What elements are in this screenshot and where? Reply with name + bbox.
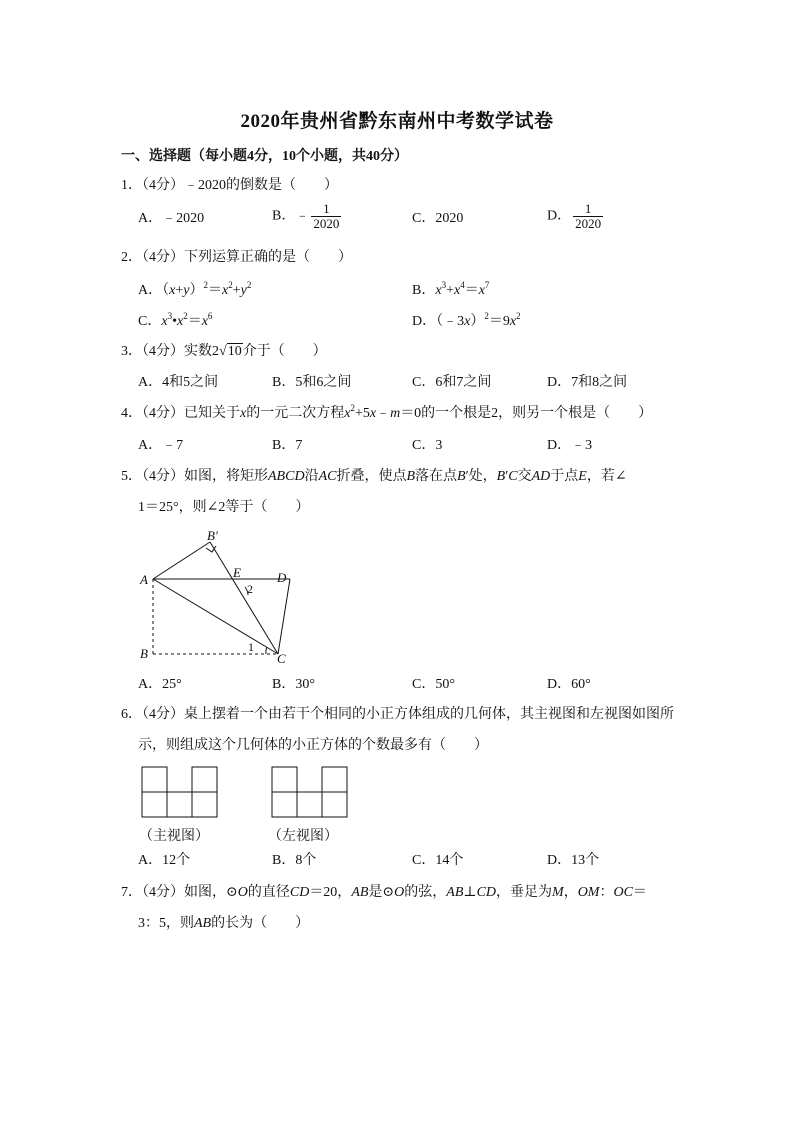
segment-ab-prime (153, 542, 210, 579)
q4-option-b: B．7 (272, 438, 303, 453)
sqrt-icon: √ (219, 344, 227, 359)
label-a: A (140, 572, 148, 587)
q5-figure (135, 525, 295, 665)
question-3-stem (121, 342, 327, 362)
front-view-cell (167, 792, 192, 817)
q5-option-c: C．50° (412, 677, 455, 692)
q3-option-b: B．5和6之间 (272, 375, 352, 390)
q4-option-d: D．﹣3 (547, 438, 593, 453)
label-d: D (277, 570, 287, 585)
front-view-cell (142, 767, 167, 792)
q6-option-b: B．8个 (272, 853, 317, 868)
right-angle-mark (206, 546, 216, 552)
q2-option-d: D．$(﹣3x)^2=9x^2$ (412, 311, 521, 329)
left-view-cell (322, 792, 347, 817)
question-7-stem-line2: 3：5，则AB的长为（ ） (138, 916, 310, 931)
q1-option-d (547, 202, 603, 231)
q4-option-a: A．﹣7 (138, 438, 184, 453)
front-view-cell (192, 767, 217, 792)
segment-b-prime-c (210, 542, 278, 654)
segment-ac (153, 579, 278, 654)
q6-option-a: A．12个 (138, 853, 191, 868)
question-5-stem-line2: 1＝25°，则∠2等于（ ） (138, 500, 310, 515)
q1-option-d-prefix: D． (547, 208, 572, 224)
left-view-cell (297, 792, 322, 817)
q1-option-b (272, 202, 341, 231)
left-view-cell (272, 792, 297, 817)
question-6-stem-line2: 示，则组成这个几何体的小正方体的个数最多有（ ） (138, 738, 488, 753)
q1-option-a: A．﹣2020 (138, 211, 205, 226)
page-title: 2020年贵州省黔东南州中考数学试卷 (240, 111, 554, 132)
label-b-prime: B′ (207, 528, 218, 543)
angle-1-arc (266, 647, 267, 654)
q1-option-b-prefix: B．﹣ (272, 208, 310, 224)
q3-option-c: C．6和7之间 (412, 375, 492, 390)
section-heading: 一、选择题（每小题4分，10个小题，共40分） (121, 149, 408, 164)
front-view-figure (141, 766, 221, 818)
left-view-figure (271, 766, 351, 818)
left-view-cell (322, 767, 347, 792)
q3-option-a: A．4和5之间 (138, 375, 219, 390)
q1-option-c: C．2020 (412, 211, 464, 226)
q5-option-a: A．25° (138, 677, 182, 692)
left-view-caption: （左视图） (268, 829, 338, 844)
q3-radicand: 10 (227, 344, 242, 359)
q1-option-d-fraction (573, 202, 603, 231)
q5-option-d: D．60° (547, 677, 591, 692)
q6-option-d: D．13个 (547, 853, 600, 868)
label-c: C (277, 651, 286, 665)
q5-option-b: B．30° (272, 677, 315, 692)
q3-stem-start: 3．（4分）实数2 (121, 344, 219, 359)
question-1-stem: 1．（4分）﹣2020的倒数是（ ） (121, 178, 338, 193)
q2-option-a: A．$(x+y)^2=x^2+y^2$ (138, 280, 252, 298)
label-angle-2: 2 (247, 582, 253, 596)
front-view-caption: （主视图） (139, 829, 209, 844)
q1-d-numerator: 1 (573, 202, 603, 217)
front-view-cell (142, 792, 167, 817)
q2-option-c: C．$x^3•x^2=x^6$ (138, 311, 213, 329)
q3-stem-end: 介于（ ） (242, 344, 327, 359)
label-b: B (140, 646, 148, 661)
segment-cd (278, 579, 290, 654)
q4-option-c: C．3 (412, 438, 443, 453)
q3-option-d: D．7和8之间 (547, 375, 628, 390)
q6-option-c: C．14个 (412, 853, 464, 868)
label-e: E (233, 565, 241, 580)
question-4-stem: 4．（4分）已知关于x的一元二次方程$x^2+5x﹣m=0$的一个根是2，则另一个根是（ ） (121, 403, 653, 421)
left-view-cell (272, 767, 297, 792)
question-5-stem-line1: 5．（4分）如图，将矩形ABCD沿AC折叠，使点B落在点B′处，B′C交AD于点E，若∠ (121, 469, 627, 484)
question-7-stem-line1: 7．（4分）如图，⊙O的直径CD＝20，AB是⊙O的弦，AB⊥CD，垂足为M，OM：OC＝ (121, 885, 647, 900)
q2-option-b: B．$x^3+x^4=x^7$ (412, 280, 490, 298)
question-6-stem-line1: 6．（4分）桌上摆着一个由若干个相同的小正方体组成的几何体，其主视图和左视图如图所 (121, 707, 674, 722)
q1-option-b-fraction (311, 202, 341, 231)
q1-b-denominator: 2020 (313, 216, 340, 231)
question-2-stem: 2．（4分）下列运算正确的是（ ） (121, 250, 352, 265)
q1-d-denominator: 2020 (575, 216, 602, 231)
front-view-cell (192, 792, 217, 817)
q1-b-numerator: 1 (311, 202, 341, 217)
label-angle-1: 1 (248, 640, 254, 654)
